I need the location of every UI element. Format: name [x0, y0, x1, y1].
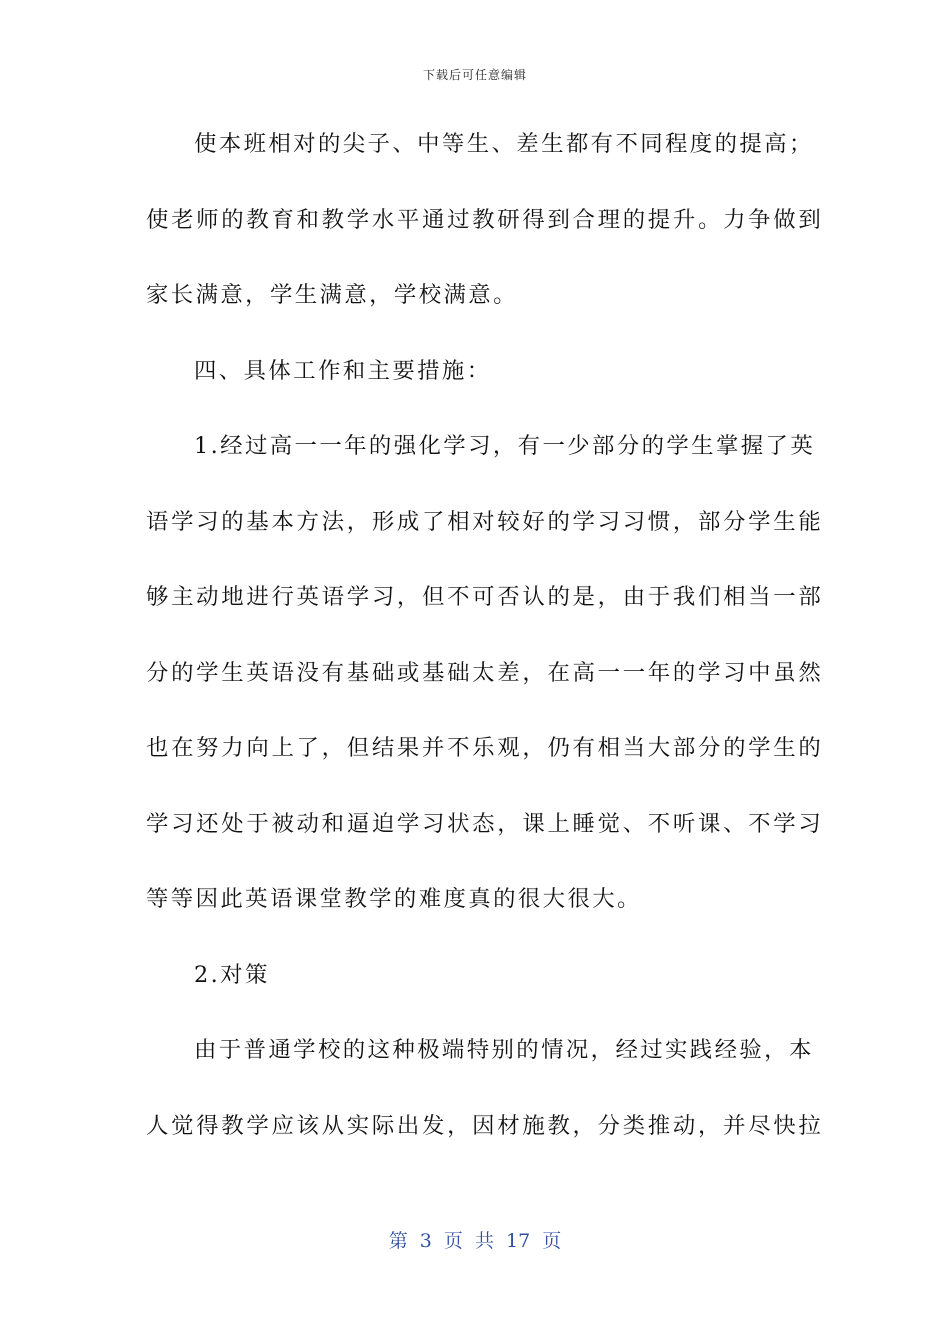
paragraph-line: 1.经过高一一年的强化学习，有一少部分的学生掌握了英	[194, 433, 816, 459]
page-number-footer: 第 3 页 共 17 页	[388, 1230, 562, 1252]
paragraph-line: 使老师的教育和教学水平通过教研得到合理的提升。力争做到	[146, 206, 824, 233]
document-body	[146, 124, 824, 1181]
paragraph-line: 使本班相对的尖子、中等生、差生都有不同程度的提高；	[194, 131, 814, 157]
paragraph-line: 家长满意，学生满意，学校满意。	[146, 282, 518, 308]
paragraph-line: 学习还处于被动和逼迫学习状态，课上睡觉、不听课、不学习	[146, 810, 824, 837]
paragraph-line: 语学习的基本方法，形成了相对较好的学习习惯，部分学生能	[146, 508, 824, 535]
page-header-note: 下载后可任意编辑	[422, 68, 527, 82]
paragraph-line: 够主动地进行英语学习，但不可否认的是，由于我们相当一部	[146, 584, 824, 610]
paragraph-line: 人觉得教学应该从实际出发，因材施教，分类推动，并尽快拉	[146, 1112, 824, 1139]
paragraph-line: 分的学生英语没有基础或基础太差，在高一一年的学习中虽然	[146, 659, 824, 686]
paragraph-line: 也在努力向上了，但结果并不乐观，仍有相当大部分的学生的	[146, 735, 824, 761]
section-heading: 四、具体工作和主要措施：	[194, 357, 492, 384]
paragraph-line: 由于普通学校的这种极端特别的情况，经过实践经验，本	[194, 1037, 814, 1063]
section-subheading: 2.对策	[194, 961, 270, 988]
paragraph-line: 等等因此英语课堂教学的难度真的很大很大。	[146, 886, 642, 912]
